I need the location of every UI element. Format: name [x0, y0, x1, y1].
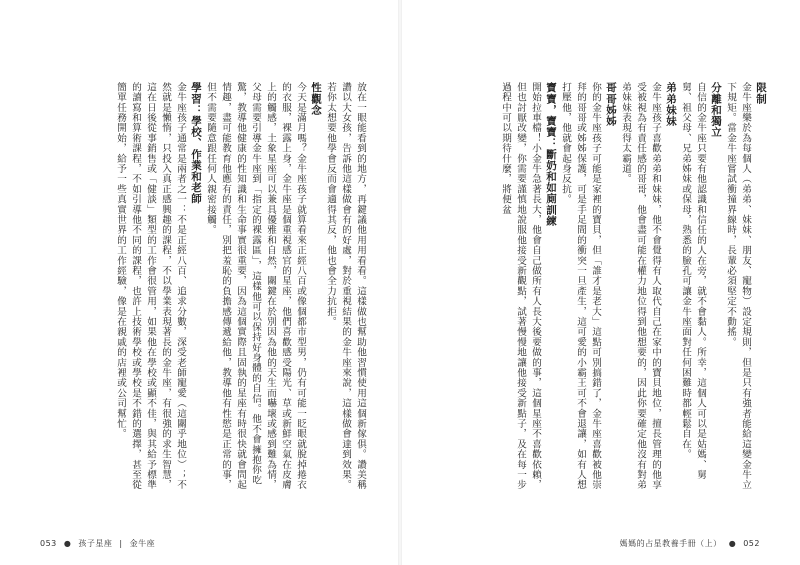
paragraph: 你的金牛座孩子可能是家裡的寶貝，但「誰才是老大」這點可別搞錯了，金牛座喜歡被他崇拜的哥哥或姊姊保護，可是手足間的衝突一旦產生，這可愛的小霸王可不會退讓，如有人想打壓他，他就會起身反抗。	[560, 82, 601, 490]
paragraph: 開始拉車檔！小金牛急著長大，他會自己做所有人長大後要做的事，這個星座不喜歡依賴，但也討厭改變，你需要謹慎地說服他接受新觀點，試著慢慢地讓他接受新點子，及在每一步過程中可以期待什麼，將便盆	[500, 82, 541, 490]
paragraph: 金牛座孩子喜歡弟弟和妹妹，他不會覺得有人取代自己在家中的寶貝地位，擅長管理的他享受被視為有責任感的哥哥，他會盡可能在權力地位得到他想要的，因此你要確定他沒有對弟弟妹妹表現得太霸道。	[620, 82, 661, 490]
footer-divider: |	[119, 539, 123, 548]
right-footer-title: 媽媽的占星教養手冊（上）	[619, 539, 722, 548]
section-heading: 學習：學校、作業和老師	[190, 82, 202, 205]
right-page-text-column	[418, 82, 768, 492]
left-page-footer	[40, 538, 155, 549]
footer-bullet-icon: ●	[63, 539, 72, 548]
section-heading: 哥哥姊姊	[605, 82, 617, 127]
paragraph: 金牛座樂於為每個人（弟弟、妹妹、朋友、寵物）設定規則，但是只有強者能給這變金牛立下規矩。當金牛座嘗試衝撞界線時，長輩必須堅定不動搖。	[725, 82, 751, 490]
right-page-footer	[620, 538, 760, 549]
section-heading: 分離和獨立	[710, 82, 722, 138]
section-heading: 限制	[755, 82, 767, 105]
right-page-number: 052	[743, 539, 760, 548]
left-page-text-column	[18, 82, 368, 492]
section-heading: 弟弟妹妹	[665, 82, 677, 127]
left-footer-sign: 金牛座	[129, 539, 156, 548]
paragraph: 金牛座孩子通常是兩者之一：不是正經八百、追求分數，深受老師寵愛（這關乎地位）；不然就是懶惰，只投入真正感興趣的課程，不以學業表現著長的金牛座，有很強的求生智慧，這在日後從事銷售或「健談」類型的工作會很管用，如果他在學校或顯不佳，與其給予標準的讀寫和算術課程，不如引導他不同的課程，也許上技術學校或學校是不錯的選擇，甚至從簡單任務開始，給予一些真實世界的工作經驗，像是在親戚的店裡或公司幫忙。	[115, 82, 186, 490]
section-heading: 寶寶，寶寶：斷奶和如廁訓練	[545, 82, 557, 227]
left-footer-title: 孩子星座	[78, 539, 113, 548]
left-page-number: 053	[40, 539, 57, 548]
paragraph: 放在一眼能看到的地方，再鍵議他用用看看。這樣做也幫助他習慣使用這個新傢俱。讚美稱讚以大女孩，告訴他這樣做會有的好處，對於重視結果的金牛座來說，這樣做會達到效果。若你太想要他學會反而會適得其反，他也會全力抗拒。	[325, 82, 366, 490]
right-page	[400, 0, 800, 565]
footer-bullet-icon: ●	[728, 539, 737, 548]
paragraph: 自信的金牛座只要有他認識和信任的人在旁，就不會黏人。所幸，這個人可以是姑媽、舅舅、祖父母、兄弟姊妹或保母，熟悉的臉孔可讓金牛座面對任何困難時都輕鬆自在。	[680, 82, 706, 480]
section-heading: 性觀念	[310, 82, 322, 116]
paragraph: 今天是滿月嗎？金牛座孩子就算看來正經八百或像個都市型男，仍有可能一眨眼就脫掉捲衣的衣服，裸露上身，金牛座是個重視感官的星座，他們喜歡感受陽光、草或新鮮空氣在皮膚上的觸感，土象星座可以兼具優雅和自然，關鍵在於別因為他的天生而嚇壞或感到難為情，父母需要引導金牛座到「指定的裸露區」，這樣他可以保持好身體的自信。他不會擁抱你吃驚，教導他健康的性知識和生命事實很重要，因為這個實際且固執的星座有時很快就會問起情趣，盡可能教育他應有的責任，別把羞恥的負擔感傳遞給他，教導他有性慾是正常的事，但不需要隨意跟任何人親密接觸。	[205, 82, 306, 490]
